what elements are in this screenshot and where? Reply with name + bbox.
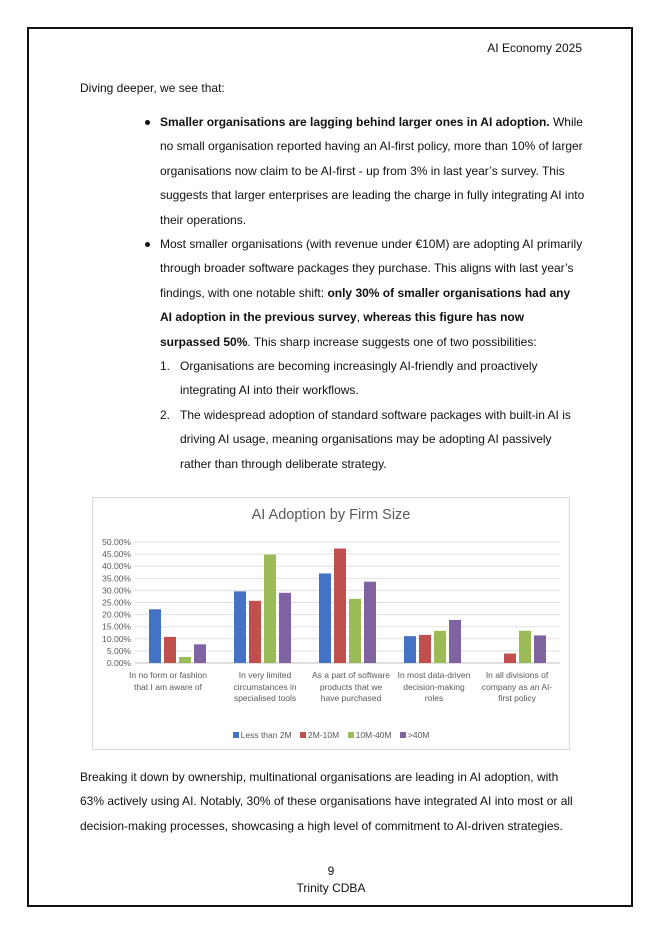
bar [504,654,516,663]
category-label: In most data-driven decision-making roles [397,670,471,703]
y-tick-label: 15.00% [102,621,131,632]
y-tick-label: 45.00% [102,549,131,560]
category-label: In very limited circumstances in specialised tools [233,670,297,703]
y-tick-label: 25.00% [102,597,131,608]
bullet-item-2 [160,232,585,476]
bullet-2-bold-b: whereas this figure has now surpassed 50% [160,310,525,349]
bar [194,644,206,663]
bar [519,631,531,663]
bullet-1-text: While no small organisation reported having an AI-first policy, more than 10% of larger organisations now claim to be AI-first - up from 3% in last year’s survey. This suggests that larger enterprises are leading the charge in fully integrating AI into their operations. [160,115,585,227]
y-tick-label: 50.00% [102,537,131,547]
chart-title: AI Adoption by Firm Size [251,507,411,523]
item-number: 1. [160,359,171,374]
bar [234,591,246,663]
legend-item [300,730,339,740]
legend-swatch [300,732,306,738]
bar [319,573,331,663]
y-tick-label: 20.00% [102,609,131,620]
bar [149,609,161,663]
bar [164,637,176,663]
legend-item [233,730,292,740]
chart-container [92,497,570,750]
bar [349,599,361,663]
numbered-item [160,403,585,476]
y-tick-label: 35.00% [102,573,131,584]
bar-chart [93,498,569,749]
legend-label: 10M-40M [355,730,392,740]
y-tick-label: 10.00% [102,633,131,644]
category-label: In all divisions of company as an AI-first policy [481,670,553,703]
bar [364,582,376,663]
bar [334,549,346,663]
bullet-2-text-a: Most smaller organisations (with revenue under €10M) are adopting AI primarily through broader software packages they purchase. This aligns with last year’s findings, with one notable shift: [160,237,583,300]
chart-legend [93,730,569,740]
bar [279,593,291,663]
page-number: 9 [327,864,335,878]
bullet-list [160,110,585,476]
legend-label: Less than 2M [240,730,292,740]
legend-item [348,730,392,740]
legend-item [400,730,430,740]
legend-swatch [400,732,406,738]
bar [179,657,191,663]
legend-label: >40M [407,730,430,740]
closing-paragraph: Breaking it down by ownership, multinational organisations are leading in AI adoption, with 63% actively using AI. Notably, 30% of these organisations have integrated AI into most or all decision-making processes, showcasing a high level of commitment to AI-driven strategies. [80,770,573,833]
bullet-2-bold-a: only 30% of smaller organisations had any AI adoption in the previous survey [160,285,571,325]
category-label: In no form or fashion that I am aware of [129,670,207,692]
item-number: 2. [160,407,171,422]
bullet-1-bold: Smaller organisations are lagging behind larger ones in AI adoption. [160,115,550,129]
y-tick-label: 40.00% [102,561,131,572]
legend-swatch [233,732,239,738]
bar [249,601,261,663]
item-text: Organisations are becoming increasingly AI-friendly and proactively integrating AI into their workflows. [180,359,538,398]
bar [449,620,461,663]
bullet-2-text-b: , [356,310,364,325]
running-header: AI Economy 2025 [487,41,582,55]
bar [419,635,431,663]
bullet-item-1 [160,110,585,232]
bar [264,555,276,663]
footer-organisation: Trinity CDBA [296,881,366,895]
numbered-list [160,354,585,476]
bar [534,635,546,663]
category-label: As a part of software products that we have purchased [312,670,390,703]
bullet-2-text-c: . This sharp increase suggests one of two possibilities: [247,334,537,349]
item-text: The widespread adoption of standard software packages with built-in AI is driving AI usage, meaning organisations may be adopting AI passively rather than through deliberate strategy. [180,407,571,471]
bar [434,631,446,663]
legend-swatch [348,732,354,738]
intro-text: Diving deeper, we see that: [80,81,225,95]
numbered-item [160,354,585,403]
bar [404,636,416,663]
y-tick-label: 5.00% [106,645,131,656]
y-tick-label: 30.00% [102,585,131,596]
legend-label: 2M-10M [308,730,340,740]
y-tick-label: 0.00% [106,658,131,668]
